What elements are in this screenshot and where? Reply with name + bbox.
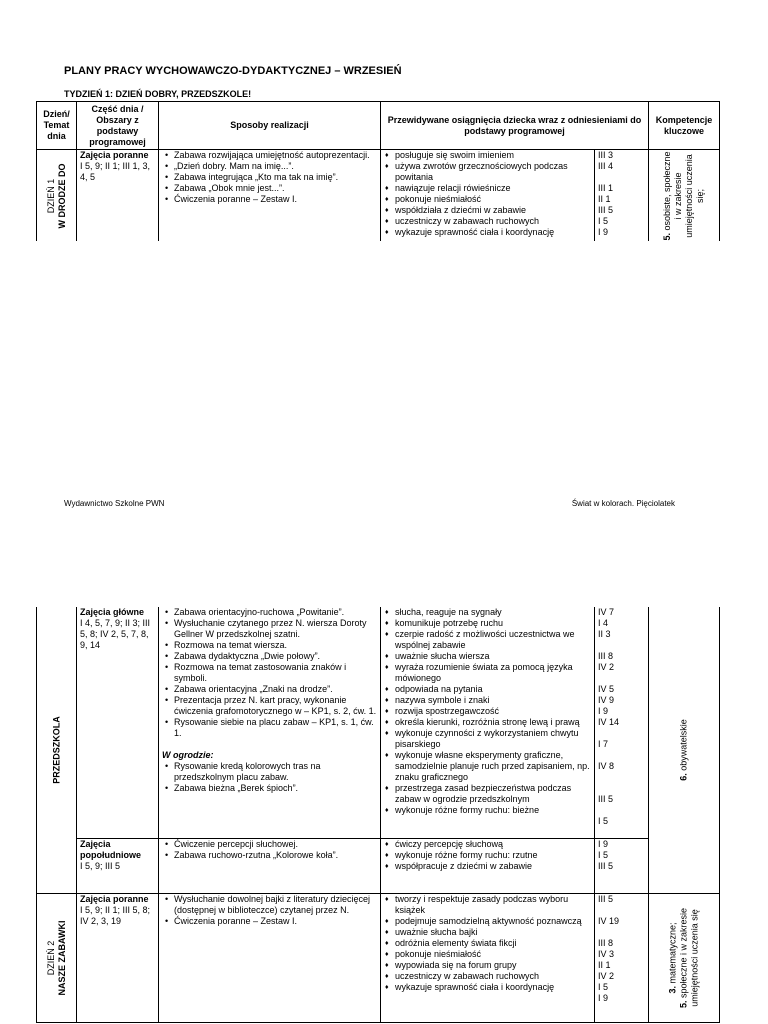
list-item: ♦ pokonuje nieśmiałość [384,194,591,205]
header-ways: Sposoby realizacji [159,102,381,150]
code: III 3 [598,150,614,160]
list-item: • Prezentacja przez N. kart pracy, wykonanie ćwiczenia grafomotorycznego w – KP1, s. 2, ćw. 1. [162,695,377,717]
code: IV 2 [598,971,615,981]
ways-list [162,839,377,861]
code: III 5 [598,205,614,215]
code: III 8 [598,651,614,661]
day1-topic-continued: PRZEDSZKOLA [51,716,61,784]
code: I 5 [598,849,609,860]
code: III 5 [598,794,614,804]
list-item: ♦ rozwija spostrzegawczość [384,706,591,717]
code: IV 5 [598,684,615,694]
goals-list [384,607,591,816]
competence-number: 3. [667,986,678,994]
code: IV 14 [598,717,620,727]
footer-publisher: Wydawnictwo Szkolne PWN [64,499,165,508]
list-item: • „Dzień dobry. Mam na imię...”. [162,161,377,172]
list-item: ♦ wykonuje czynności z wykorzystaniem chwytu pisarskiego [384,728,591,750]
part-title: Zajęcia poranne [80,150,149,160]
table-header-row [37,102,720,150]
list-item: ♦ odpowiada na pytania [384,684,591,695]
list-item: • Zabawa orientacyjno-ruchowa „Powitanie”. [162,607,377,618]
part-title: Zajęcia poranne [80,894,149,904]
code: IV 7 [598,607,615,617]
code: IV 19 [598,916,620,926]
competence-cell [649,150,720,242]
plan-table-page2 [36,607,720,1023]
goals-list [384,839,591,872]
code: I 7 [598,739,609,749]
list-item: • Zabawa orientacyjna „Znaki na drodze”. [162,684,377,695]
goals-cell [381,894,595,1023]
code: I 9 [598,838,609,849]
day1-topic: W DRODZE DO [56,163,67,228]
list-item: ♦ nazywa symbole i znaki [384,695,591,706]
code: II 1 [598,194,611,204]
list-item: • Rozmowa na temat zastosowania znaków i symboli. [162,662,377,684]
list-item: • Zabawa ruchowo-rzutna „Kolorowe koła”. [162,850,377,861]
list-item: ♦ czerpie radość z możliwości uczestnictwa we wspólnej zabawie [384,629,591,651]
list-item: ♦ współpracuje z dziećmi w zabawie [384,861,591,872]
competence-cell [649,607,720,894]
day-cell [37,894,77,1023]
competence-text: społeczne i w zakresie umiejętności uczenia się [678,907,700,1007]
code: I 9 [598,706,609,716]
part-cell [77,150,159,242]
code: IV 2 [598,662,615,672]
table-row [37,607,720,838]
header-goals: Przewidywane osiągnięcia dziecka wraz z odniesieniami do podstawy programowej [381,102,649,150]
list-item: ♦ uczestniczy w zabawach ruchowych [384,971,591,982]
footer-series: Świat w kolorach. Pięciolatek [571,499,675,508]
list-item: ♦ komunikuje potrzebę ruchu [384,618,591,629]
plan-table-page1 [36,101,720,241]
codes-cell [595,607,649,838]
code: IV 3 [598,949,615,959]
list-item: ♦ wykonuje różne formy ruchu: bieżne [384,805,591,816]
list-item: ♦ określa kierunki, rozróżnia stronę lewą i prawą [384,717,591,728]
list-item: • Rysowanie siebie na placu zabaw – KP1, s. 1, ćw. 1. [162,717,377,739]
ways-list [162,894,377,927]
list-item: ♦ posługuje się swoim imieniem [384,150,591,161]
list-item: ♦ słucha, reaguje na sygnały [384,607,591,618]
code: I 9 [598,993,609,1003]
competence-text: osobiste, społeczne i w zakresie umiejętności uczenia się; [662,150,706,238]
list-item: ♦ wypowiada się na forum grupy [384,960,591,971]
goals-list [384,150,591,238]
list-item: ♦ tworzy i respektuje zasady podczas wyboru książek [384,894,591,916]
header-day: Dzień/ Temat dnia [37,102,77,150]
table-row [37,894,720,1023]
codes-cell [595,894,649,1023]
code: III 8 [598,938,614,948]
list-item: • Zabawa rozwijająca umiejętność autoprezentacji. [162,150,377,161]
competence-text: obywatelskie [678,719,689,771]
table-row [37,150,720,242]
list-item: ♦ wykonuje własne eksperymenty graficzne, samodzielnie planuje ruch przed zapisaniem, np. znaku graficznego [384,750,591,783]
competence-number: 5. [678,1000,689,1009]
header-part: Część dnia / Obszary z podstawy programowej [77,102,159,150]
list-item: • Rysowanie kredą kolorowych tras na przedszkolnym placu zabaw. [162,761,377,783]
code: I 5 [598,816,609,826]
goals-cell [381,607,595,838]
code: I 9 [598,227,609,237]
code: III 1 [598,183,614,193]
list-item: ♦ uważnie słucha wiersza [384,651,591,662]
list-item: ♦ uważnie słucha bajki [384,927,591,938]
part-cell [77,894,159,1023]
code: IV 9 [598,695,615,705]
list-item: • Zabawa integrująca „Kto ma tak na imię”. [162,172,377,183]
part-title: Zajęcia główne [80,607,145,617]
part-cell [77,607,159,838]
list-item: • Ćwiczenie percepcji słuchowej. [162,839,377,850]
code: I 5 [598,216,609,226]
part-areas: I 5, 9; II 1; III 5, 8; IV 2, 3, 19 [80,905,151,926]
list-item: ♦ wykazuje sprawność ciała i koordynację [384,982,591,993]
list-item: • Zabawa „Obok mnie jest...”. [162,183,377,194]
day-cell [37,150,77,242]
competence-number: 6. [678,773,689,781]
list-item: ♦ wyraża rozumienie świata za pomocą języka mówionego [384,662,591,684]
goals-cell [381,838,595,893]
document-title: PLANY PRACY WYCHOWAWCZO-DYDAKTYCZNEJ – WRZESIEŃ [64,65,402,77]
header-competences: Kompetencje kluczowe [649,102,720,150]
code: I 4 [598,618,609,628]
code: III 5 [598,860,614,871]
list-item: ♦ używa zwrotów grzecznościowych podczas powitania [384,161,591,183]
competence-number: 5. [662,232,673,241]
list-item: ♦ przestrzega zasad bezpieczeństwa podczas zabaw w ogrodzie przedszkolnym [384,783,591,805]
codes-cell [595,150,649,242]
codes-cell [595,838,649,893]
table-row [37,838,720,893]
ways-cell [159,607,381,838]
code: IV 8 [598,761,615,771]
ways-cell [159,894,381,1023]
list-item: • Zabawa dydaktyczna „Dwie połowy”. [162,651,377,662]
competence-cell [649,894,720,1023]
list-item: ♦ ćwiczy percepcję słuchową [384,839,591,850]
code: II 1 [598,960,611,970]
list-item: ♦ podejmuje samodzielną aktywność poznawczą [384,916,591,927]
week-title: TYDZIEŃ 1: DZIEŃ DOBRY, PRZEDSZKOLE! [64,89,252,99]
part-cell [77,838,159,893]
list-item: • Ćwiczenia poranne – Zestaw I. [162,916,377,927]
list-item: ♦ wykazuje sprawność ciała i koordynację [384,227,591,238]
day1-number: DZIEŃ 1 [45,178,56,213]
list-item: ♦ odróżnia elementy świata fikcji [384,938,591,949]
list-item: • Wysłuchanie dowolnej bajki z literatury dziecięcej (dostępnej w biblioteczce) czytanej przez N. [162,894,377,916]
list-item: ♦ nawiązuje relacji rówieśnicze [384,183,591,194]
day-cell [37,607,77,894]
competence-text: matematyczne; [667,922,678,984]
goals-list [384,894,591,993]
list-item: ♦ współdziała z dziećmi w zabawie [384,205,591,216]
part-title: Zajęcia popołudniowe [80,838,141,860]
part-areas: I 4, 5, 7, 9; II 3; III 5, 8; IV 2, 5, 7, 8, 9, 14 [80,618,151,650]
list-item: • Wysłuchanie czytanego przez N. wiersza Doroty Gellner W przedszkolnej szatni. [162,618,377,640]
day2-topic: NASZE ZABAWKI [56,920,67,996]
code: II 3 [598,629,611,639]
list-item: ♦ uczestniczy w zabawach ruchowych [384,216,591,227]
ways-cell [159,838,381,893]
ways-cell [159,150,381,242]
list-item: • Rozmowa na temat wiersza. [162,640,377,651]
list-item: ♦ pokonuje nieśmiałość [384,949,591,960]
garden-heading: W ogrodzie: [162,750,214,760]
list-item: ♦ wykonuje różne formy ruchu: rzutne [384,850,591,861]
list-item: • Zabawa bieżna „Berek śpioch”. [162,783,377,794]
ways-list [162,150,377,205]
code: I 5 [598,982,609,992]
day2-number: DZIEŃ 2 [45,940,56,976]
part-areas: I 5, 9; III 5 [80,860,121,871]
code: III 5 [598,894,614,904]
list-item: • Ćwiczenia poranne – Zestaw I. [162,194,377,205]
part-areas: I 5, 9; II 1; III 1, 3, 4, 5 [80,161,151,182]
goals-cell [381,150,595,242]
code: III 4 [598,161,614,171]
ways-list [162,607,377,794]
